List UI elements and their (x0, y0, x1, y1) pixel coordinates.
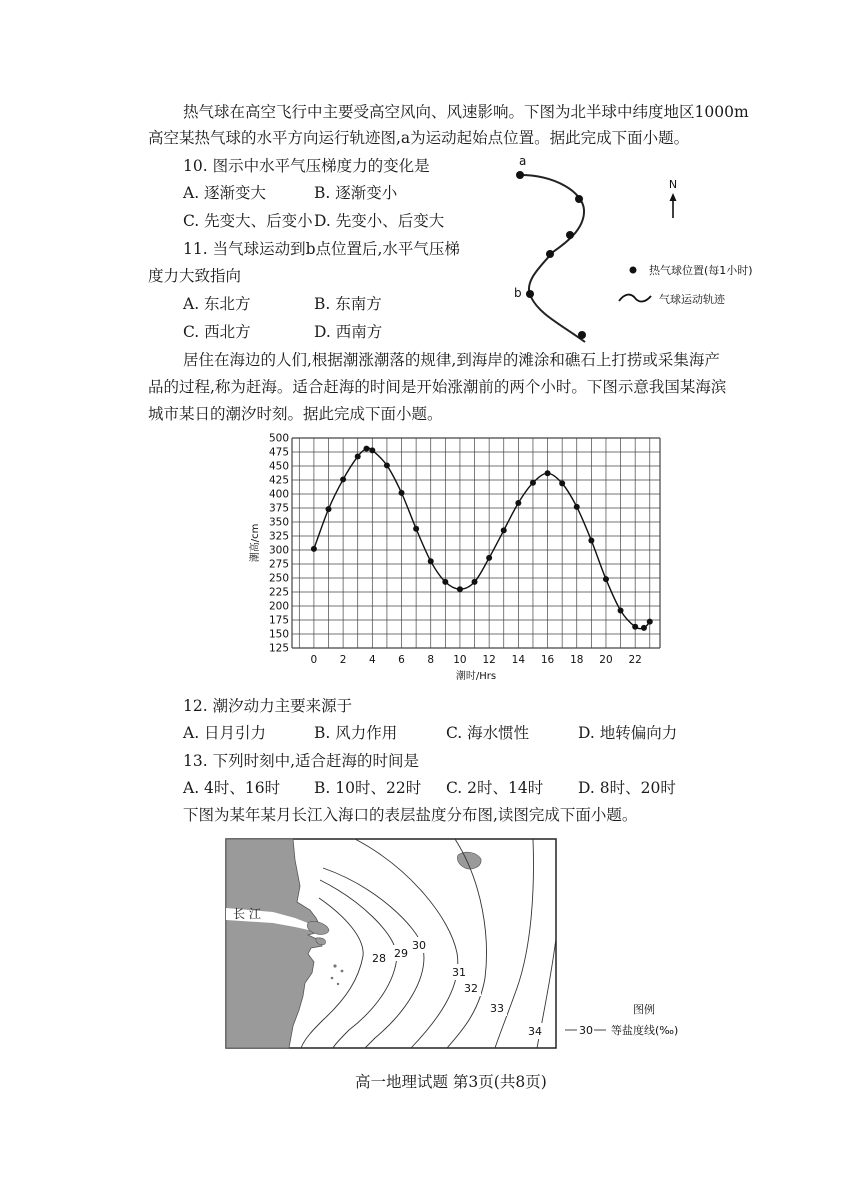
legend-text: 等盐度线(‰) (611, 1024, 679, 1037)
tide-data-point (472, 579, 478, 585)
tide-data-point (311, 546, 317, 552)
x-tick-label: 12 (482, 654, 496, 666)
q10-stem: 10. 图示中水平气压梯度力的变化是 (183, 157, 430, 175)
q10-option-b: B. 逐渐变小 (314, 184, 398, 202)
x-tick-label: 18 (570, 654, 584, 666)
legend-track-icon (619, 295, 651, 302)
north-label: N (668, 178, 678, 191)
tide-data-point (647, 619, 653, 625)
islet (331, 977, 334, 980)
tide-data-point (413, 526, 419, 532)
isohaline-label-30: 30 (412, 939, 426, 952)
y-tick-label: 275 (268, 558, 289, 571)
tide-data-point (515, 500, 521, 506)
tide-data-point (340, 476, 346, 482)
chart-grid (292, 438, 660, 648)
q13-option-b: B. 10时、22时 (314, 779, 422, 797)
tide-curve-line (314, 448, 650, 629)
y-tick-label: 400 (268, 488, 289, 501)
tide-data-points (311, 446, 653, 631)
point-b-label: b (514, 286, 522, 300)
y-axis-label: 潮高/cm (250, 523, 261, 563)
y-tick-label: 150 (268, 628, 289, 641)
isohaline-label-29: 29 (394, 947, 408, 960)
balloon-position-point (578, 331, 586, 339)
balloon-position-point (575, 195, 583, 203)
q11-option-c: C. 西北方 (183, 323, 251, 341)
legend-title: 图例 (633, 1003, 655, 1016)
intro-2-line-2: 品的过程,称为赶海。适合赶海的时间是开始涨潮前的两个小时。下图示意我国某海滨 (148, 378, 727, 396)
intro-1-line-2: 高空某热气球的水平方向运行轨迹图,a为运动起始点位置。据此完成下面小题。 (148, 129, 690, 147)
tide-data-point (641, 625, 647, 631)
page-footer: 高一地理试题 第3页(共8页) (355, 1073, 547, 1091)
x-tick-labels (311, 654, 642, 666)
north-arrow-icon (670, 193, 677, 218)
q13-option-c: C. 2时、14时 (446, 779, 544, 797)
x-tick-label: 6 (398, 654, 405, 666)
y-tick-label: 475 (268, 446, 289, 459)
intro-3: 下图为某年某月长江入海口的表层盐度分布图,读图完成下面小题。 (183, 806, 638, 824)
intro-1-line-1: 热气球在高空飞行中主要受高空风向、风速影响。下图为北半球中纬度地区1000m (183, 103, 749, 121)
y-tick-label: 200 (268, 600, 289, 613)
q12-option-c: C. 海水惯性 (446, 724, 530, 742)
tide-data-point (363, 446, 369, 452)
tide-data-point (399, 490, 405, 496)
balloon-position-point (546, 250, 554, 258)
tide-data-point (632, 624, 638, 630)
intro-2-line-1: 居住在海边的人们,根据潮涨潮落的规律,到海岸的滩涂和礁石上打捞或采集海产 (183, 351, 720, 369)
x-tick-label: 8 (427, 654, 435, 666)
legend-line-value: 30 (579, 1024, 593, 1037)
islet (341, 970, 344, 973)
y-tick-label: 425 (268, 474, 289, 487)
x-tick-label: 22 (628, 654, 642, 666)
x-tick-label: 4 (368, 654, 376, 666)
y-tick-labels (269, 433, 289, 655)
isohaline-label-28: 28 (372, 952, 386, 965)
x-tick-label: 10 (453, 654, 467, 666)
q10-option-a: A. 逐渐变大 (183, 184, 267, 202)
tide-data-point (545, 470, 551, 476)
x-axis-label: 潮时/Hrs (455, 671, 497, 682)
tide-data-point (369, 447, 375, 453)
tide-data-point (486, 555, 492, 561)
tide-data-point (603, 576, 609, 582)
legend-track-label: 气球运动轨迹 (659, 293, 725, 306)
y-tick-label: 350 (268, 516, 289, 529)
x-tick-label: 2 (339, 654, 347, 666)
q13-stem: 13. 下列时刻中,适合赶海的时间是 (183, 752, 420, 770)
isohaline-label-31: 31 (452, 966, 466, 979)
isohaline-label-33: 33 (490, 1002, 504, 1015)
x-tick-label: 20 (599, 654, 613, 666)
x-tick-label: 14 (511, 654, 526, 666)
q11-option-d: D. 西南方 (314, 323, 383, 341)
tide-data-point (442, 579, 448, 585)
q13-option-d: D. 8时、20时 (578, 779, 676, 797)
q10-option-c: C. 先变大、后变小 (183, 212, 313, 230)
tide-data-point (501, 527, 507, 533)
tide-data-point (618, 607, 624, 613)
y-tick-label: 175 (268, 614, 289, 627)
y-tick-label: 500 (268, 432, 289, 445)
salinity-map (225, 838, 705, 1054)
y-tick-label: 325 (268, 530, 289, 543)
tide-data-point (530, 480, 536, 486)
q11-option-b: B. 东南方 (314, 295, 382, 313)
balloon-position-point (566, 231, 574, 239)
q12-option-b: B. 风力作用 (314, 724, 398, 742)
tide-data-point (559, 480, 565, 486)
river-label: 长 江 (233, 907, 261, 921)
tide-data-point (588, 537, 594, 543)
tide-data-point (428, 558, 434, 564)
q11-option-a: A. 东北方 (183, 295, 251, 313)
tide-data-point (326, 506, 332, 512)
isohaline-label-34: 34 (528, 1025, 542, 1038)
islet (337, 983, 339, 985)
y-tick-label: 450 (268, 460, 289, 473)
y-tick-label: 375 (268, 502, 289, 515)
y-tick-label: 300 (268, 544, 289, 557)
q12-stem: 12. 潮汐动力主要来源于 (183, 697, 353, 715)
q11-stem-line-2: 度力大致指向 (148, 267, 242, 285)
tide-data-point (384, 462, 390, 468)
q10-option-d: D. 先变小、后变大 (314, 212, 445, 230)
q12-option-d: D. 地转偏向力 (578, 724, 678, 742)
q13-option-a: A. 4时、16时 (183, 779, 281, 797)
isohaline-label-32: 32 (464, 982, 478, 995)
x-tick-label: 0 (310, 654, 318, 666)
intro-2-line-3: 城市某日的潮汐时刻。据此完成下面小题。 (148, 405, 443, 423)
point-a-label: a (519, 154, 527, 168)
q11-stem-line-1: 11. 当气球运动到b点位置后,水平气压梯 (183, 240, 460, 258)
q12-option-a: A. 日月引力 (183, 724, 267, 742)
y-tick-label: 225 (268, 586, 289, 599)
legend-point-label: 热气球位置(每1小时) (649, 264, 753, 277)
y-tick-label: 125 (268, 642, 289, 655)
legend-point-icon (630, 267, 637, 274)
tide-chart (240, 428, 700, 694)
balloon-position-point (516, 171, 524, 179)
tide-data-point (574, 504, 580, 510)
balloon-position-point (526, 290, 534, 298)
tide-data-point (355, 453, 361, 459)
y-tick-label: 250 (268, 572, 289, 585)
x-tick-label: 16 (540, 654, 555, 666)
tide-data-point (457, 586, 463, 592)
balloon-trajectory-figure (495, 152, 795, 352)
islet (333, 964, 336, 967)
